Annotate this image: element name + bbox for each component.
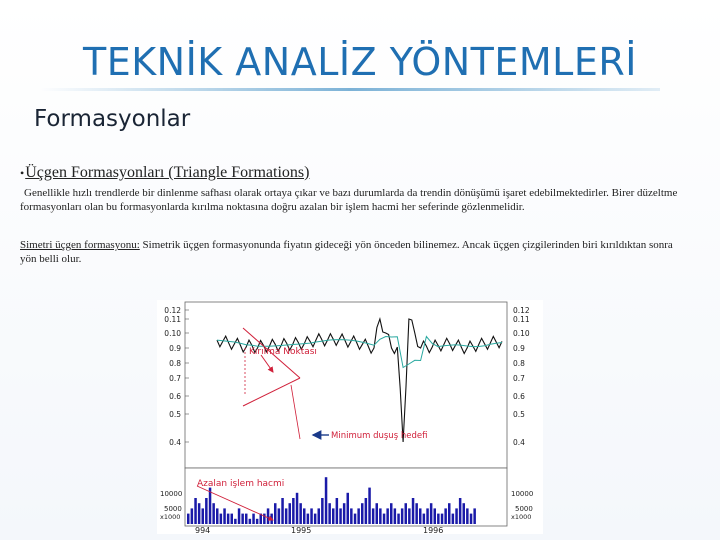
paragraph-2-rest: Simetrik üçgen formasyonunda fiyatın gideceği yön önceden bilinemez. Ancak üçgen çizgilerinden biri kırıldıktan sonra yön belli olur. bbox=[20, 239, 673, 265]
volume-bar bbox=[245, 514, 248, 524]
volume-unit-right: x1000 bbox=[511, 513, 532, 521]
volume-bar bbox=[238, 508, 241, 524]
volume-bar bbox=[441, 514, 444, 524]
volume-bar bbox=[394, 508, 397, 524]
volume-tick-left: 10000 bbox=[160, 490, 183, 498]
chart-svg bbox=[157, 300, 543, 534]
volume-bar bbox=[401, 508, 404, 524]
y-tick-left: 0.9 bbox=[169, 344, 181, 353]
volume-bar bbox=[212, 503, 215, 524]
y-tick-right: 0.4 bbox=[513, 438, 525, 447]
x-label-994: 994 bbox=[195, 526, 211, 534]
volume-bar bbox=[448, 503, 451, 524]
volume-bar bbox=[426, 508, 429, 524]
volume-bar bbox=[241, 514, 244, 524]
volume-bar bbox=[194, 498, 197, 524]
volume-unit-left: x1000 bbox=[160, 513, 181, 521]
volume-bar bbox=[455, 508, 458, 524]
annotation-breakout: Kırılma Noktası bbox=[249, 347, 317, 357]
volume-bar bbox=[357, 508, 360, 524]
volume-bar bbox=[408, 508, 411, 524]
y-tick-right: 0.5 bbox=[513, 410, 525, 419]
y-tick-right: 0.10 bbox=[513, 329, 530, 338]
bullet: • bbox=[20, 165, 25, 180]
volume-bar bbox=[263, 514, 266, 524]
volume-bar bbox=[376, 503, 379, 524]
y-tick-left: 0.4 bbox=[169, 438, 181, 447]
y-axis-right bbox=[513, 306, 530, 447]
volume-bar bbox=[205, 498, 208, 524]
volume-bar bbox=[274, 503, 277, 524]
chart-image bbox=[157, 300, 543, 534]
volume-bar bbox=[383, 514, 386, 524]
y-tick-left: 0.7 bbox=[169, 374, 181, 383]
volume-bar bbox=[198, 503, 201, 524]
volume-bar bbox=[415, 503, 418, 524]
volume-bar bbox=[368, 488, 371, 524]
volume-bar bbox=[299, 503, 302, 524]
volume-bar bbox=[386, 508, 389, 524]
y-tick-right: 0.7 bbox=[513, 374, 525, 383]
volume-bar bbox=[336, 498, 339, 524]
paragraph-1: Genellikle hızlı trendlerde bir dinlenme safhası olarak ortaya çıkar ve bazı durumlarda da trendin dönüşümü işaret edebilmektedirler. Birer düzeltme formasyonları olan bu formasyonlarda kırılma noktasına doğru azalan bir işlem hacmi her seferinde gözlenmelidir. bbox=[20, 187, 678, 213]
volume-bar bbox=[434, 508, 437, 524]
volume-bar bbox=[405, 503, 408, 524]
volume-bar bbox=[209, 488, 212, 524]
title-underline bbox=[40, 88, 660, 91]
volume-bar bbox=[234, 519, 237, 524]
volume-bar bbox=[325, 477, 328, 524]
y-tick-right: 0.9 bbox=[513, 344, 525, 353]
volume-bar bbox=[256, 519, 259, 524]
volume-bar bbox=[473, 508, 476, 524]
paragraph-2 bbox=[20, 238, 692, 266]
volume-bar bbox=[191, 508, 194, 524]
volume-bar bbox=[252, 514, 255, 524]
volume-bar bbox=[459, 498, 462, 524]
volume-bar bbox=[430, 503, 433, 524]
volume-bar bbox=[361, 503, 364, 524]
annotation-volume: Azalan işlem hacmi bbox=[197, 479, 285, 489]
volume-bar bbox=[397, 514, 400, 524]
section-heading bbox=[20, 164, 309, 182]
section-heading-text: Üçgen Formasyonları (Triangle Formations) bbox=[25, 164, 310, 181]
x-label-1996: 1996 bbox=[423, 526, 444, 534]
y-tick-right: 0.8 bbox=[513, 359, 525, 368]
volume-plot-frame bbox=[185, 468, 507, 526]
volume-bar bbox=[303, 508, 306, 524]
volume-bar bbox=[318, 508, 321, 524]
volume-bar bbox=[463, 503, 466, 524]
y-tick-left: 0.12 bbox=[164, 306, 181, 315]
y-tick-left: 0.8 bbox=[169, 359, 181, 368]
volume-bar bbox=[267, 508, 270, 524]
y-tick-left: 0.6 bbox=[169, 392, 181, 401]
volume-bar bbox=[347, 493, 350, 524]
page-title: TEKNİK ANALİZ YÖNTEMLERİ bbox=[83, 40, 637, 84]
volume-bar bbox=[321, 498, 324, 524]
volume-bar bbox=[452, 514, 455, 524]
volume-bar bbox=[296, 493, 299, 524]
y-tick-left: 0.11 bbox=[164, 315, 181, 324]
y-tick-right: 0.12 bbox=[513, 306, 530, 315]
volume-tick-right: 10000 bbox=[511, 490, 534, 498]
volume-bar bbox=[227, 514, 230, 524]
volume-bar bbox=[223, 508, 226, 524]
y-tick-right: 0.11 bbox=[513, 315, 530, 324]
volume-bar bbox=[339, 508, 342, 524]
price-plot-frame bbox=[185, 302, 507, 468]
paragraph-2-lead: Simetri üçgen formasyonu: bbox=[20, 239, 140, 251]
volume-bar bbox=[332, 508, 335, 524]
volume-bar bbox=[354, 514, 357, 524]
volume-bar bbox=[314, 514, 317, 524]
volume-bar bbox=[470, 514, 473, 524]
volume-bar bbox=[328, 503, 331, 524]
volume-bar bbox=[466, 508, 469, 524]
volume-bar bbox=[307, 514, 310, 524]
volume-bar bbox=[278, 508, 281, 524]
annotation-target: Minimum duşuş hedefi bbox=[331, 431, 428, 441]
volume-bar bbox=[289, 503, 292, 524]
volume-bar bbox=[350, 508, 353, 524]
volume-bar bbox=[310, 508, 313, 524]
volume-bar bbox=[419, 508, 422, 524]
subtitle: Formasyonlar bbox=[34, 106, 191, 132]
volume-bar bbox=[187, 514, 190, 524]
volume-bar bbox=[216, 508, 219, 524]
volume-bar bbox=[444, 508, 447, 524]
volume-tick-left-2: 5000 bbox=[164, 505, 182, 513]
volume-bar bbox=[372, 508, 375, 524]
volume-bar bbox=[231, 514, 234, 524]
volume-bar bbox=[343, 503, 346, 524]
volume-bar bbox=[365, 498, 368, 524]
y-tick-right: 0.6 bbox=[513, 392, 525, 401]
volume-bar bbox=[202, 508, 205, 524]
volume-tick-right-2: 5000 bbox=[515, 505, 533, 513]
volume-bar bbox=[220, 514, 223, 524]
volume-bar bbox=[423, 514, 426, 524]
volume-bar bbox=[285, 508, 288, 524]
volume-bar bbox=[379, 508, 382, 524]
x-label-1995: 1995 bbox=[291, 526, 312, 534]
volume-bar bbox=[281, 498, 284, 524]
volume-bar bbox=[390, 503, 393, 524]
volume-bar bbox=[437, 514, 440, 524]
volume-bar bbox=[292, 498, 295, 524]
y-tick-left: 0.5 bbox=[169, 410, 181, 419]
volume-bar bbox=[249, 519, 252, 524]
y-axis-left bbox=[164, 306, 181, 447]
y-tick-left: 0.10 bbox=[164, 329, 181, 338]
volume-bar bbox=[412, 498, 415, 524]
